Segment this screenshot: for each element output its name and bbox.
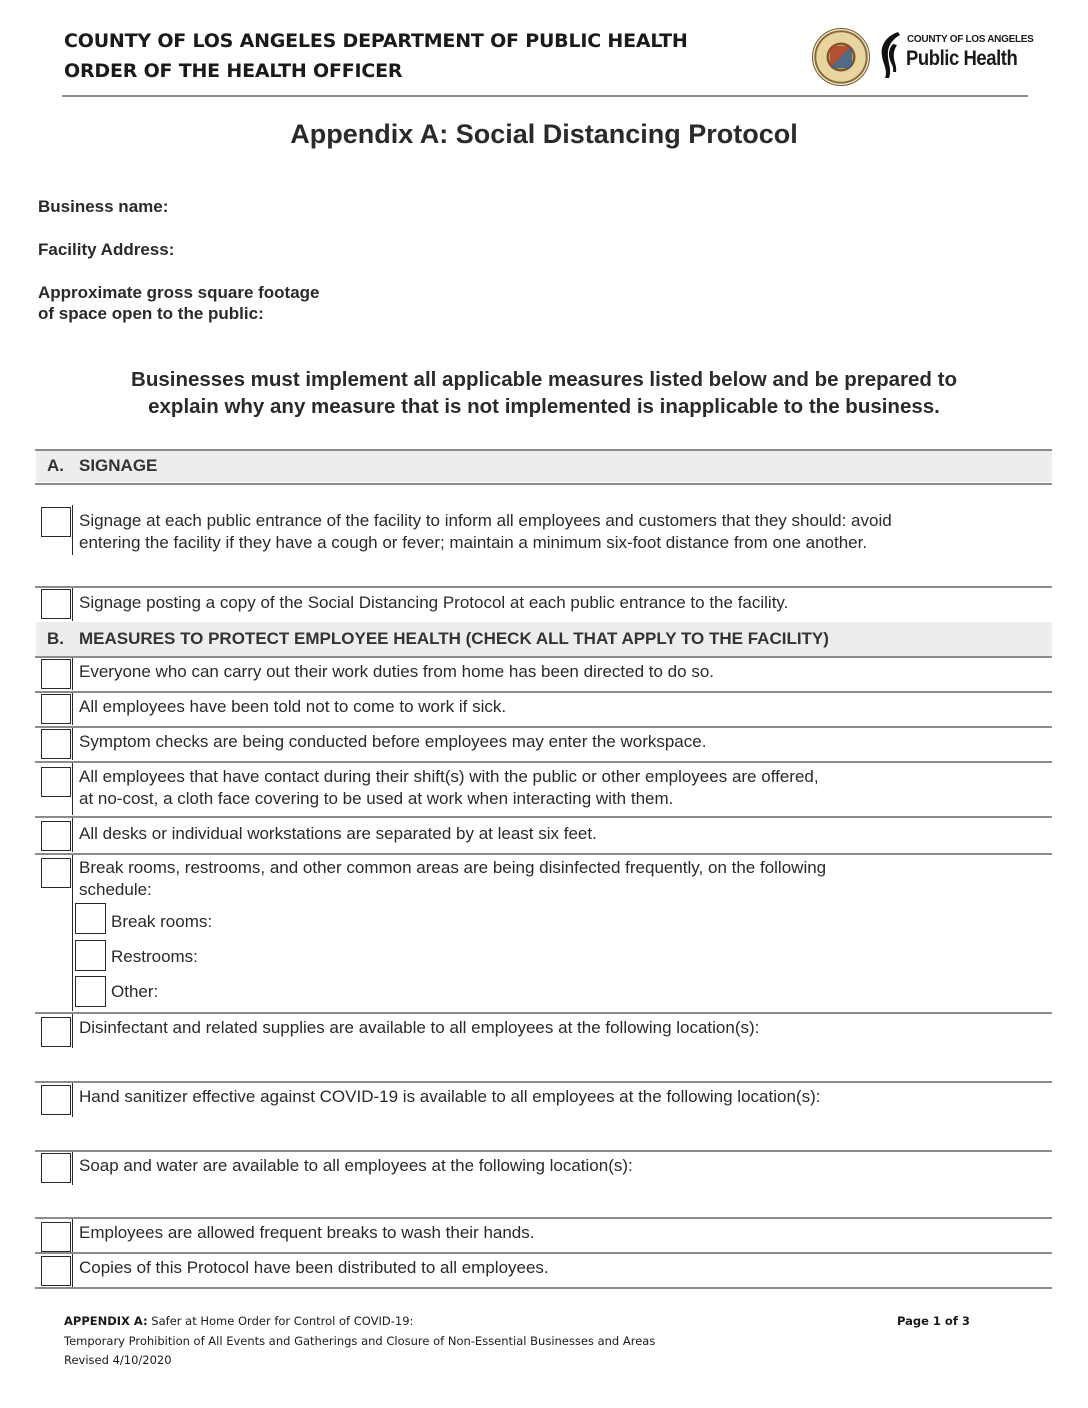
checkbox-column-divider xyxy=(72,1254,73,1287)
item-workstation-distance: All desks or individual workstations are separated by at least six feet. xyxy=(79,824,597,843)
item-line: at no-cost, a cloth face covering to be used at work when interacting with them. xyxy=(79,789,674,808)
header-order: ORDER OF THE HEALTH OFFICER xyxy=(64,60,403,82)
item-line: Break rooms, restrooms, and other common areas are being disinfected frequently, on the following xyxy=(79,858,827,877)
section-a-letter: A. xyxy=(47,456,64,475)
checkbox-column-divider xyxy=(72,1219,73,1252)
checkbox-column-divider xyxy=(72,658,73,690)
footer-line1: Safer at Home Order for Control of COVID-19: xyxy=(147,1314,414,1328)
square-footage-line1: Approximate gross square footage xyxy=(38,283,320,302)
checkbox-other[interactable] xyxy=(75,976,106,1007)
section-b-title: MEASURES TO PROTECT EMPLOYEE HEALTH (CHECK ALL THAT APPLY TO THE FACILITY) xyxy=(79,629,829,648)
logo-public-health-text: Public Health xyxy=(906,47,1018,70)
business-name-label: Business name: xyxy=(38,197,169,216)
checkbox-column-divider xyxy=(72,588,73,621)
notice-line2: explain why any measure that is not implemented is inapplicable to the business. xyxy=(148,395,940,418)
item-sick-employees: All employees have been told not to come to work if sick. xyxy=(79,697,507,716)
item-disinfectant-supplies: Disinfectant and related supplies are available to all employees at the following location(s): xyxy=(79,1018,760,1037)
item-line: Signage at each public entrance of the facility to inform all employees and customers that they should: avoid xyxy=(79,511,892,530)
subitem-break-rooms: Break rooms: xyxy=(111,912,213,931)
checkbox-column-divider xyxy=(72,818,73,852)
checkbox-face-covering[interactable] xyxy=(41,767,71,797)
footer-label: APPENDIX A: xyxy=(64,1314,148,1328)
logo-county-text: COUNTY OF LOS ANGELES xyxy=(907,34,1034,45)
item-line: All employees that have contact during their shift(s) with the public or other employees are offered, xyxy=(79,767,819,786)
checkbox-column-divider xyxy=(72,728,73,760)
section-divider xyxy=(35,586,1052,588)
checkbox-column-divider xyxy=(72,505,73,555)
header-department: COUNTY OF LOS ANGELES DEPARTMENT OF PUBLIC HEALTH xyxy=(64,30,688,52)
checkbox-symptom-checks[interactable] xyxy=(41,729,71,759)
checkbox-protocol-distributed[interactable] xyxy=(41,1256,71,1286)
item-soap-water: Soap and water are available to all employees at the following location(s): xyxy=(79,1156,633,1175)
item-work-from-home: Everyone who can carry out their work duties from home has been directed to do so. xyxy=(79,662,714,681)
row-divider xyxy=(35,1150,1052,1152)
checkbox-signage-entrance[interactable] xyxy=(41,507,71,537)
page-number: Page 1 of 3 xyxy=(897,1314,970,1328)
facility-address-label: Facility Address: xyxy=(38,240,175,259)
checkbox-break-rooms[interactable] xyxy=(75,903,106,934)
county-seal-icon xyxy=(812,28,870,86)
item-signage-entrance xyxy=(79,510,1044,554)
row-divider xyxy=(35,761,1052,763)
row-divider xyxy=(35,726,1052,728)
checkbox-work-from-home[interactable] xyxy=(41,659,71,689)
item-line: entering the facility if they have a cough or fever; maintain a minimum six-foot distance from one another. xyxy=(79,533,868,552)
checkbox-column-divider xyxy=(72,1083,73,1117)
item-face-covering xyxy=(79,766,1044,810)
page-title: Appendix A: Social Distancing Protocol xyxy=(290,119,798,149)
checkbox-restrooms[interactable] xyxy=(75,940,106,971)
square-footage-line2: of space open to the public: xyxy=(38,304,264,323)
item-signage-protocol: Signage posting a copy of the Social Distancing Protocol at each public entrance to the facility. xyxy=(79,593,789,612)
subitem-restrooms: Restrooms: xyxy=(111,947,198,966)
public-health-mark-icon xyxy=(876,30,902,80)
checkbox-hand-sanitizer[interactable] xyxy=(41,1085,71,1115)
checkbox-soap-water[interactable] xyxy=(41,1153,71,1183)
notice-line1: Businesses must implement all applicable measures listed below and be prepared to xyxy=(131,368,957,391)
section-b-header xyxy=(36,622,1052,656)
checkbox-column-divider xyxy=(72,855,73,1011)
footer-line2: Temporary Prohibition of All Events and Gatherings and Closure of Non-Essential Businesses and Areas xyxy=(64,1334,656,1348)
section-a-title: SIGNAGE xyxy=(79,456,158,475)
square-footage-label xyxy=(38,282,320,324)
checkbox-column-divider xyxy=(72,1152,73,1185)
header-divider xyxy=(62,95,1028,97)
row-divider xyxy=(35,853,1052,855)
row-divider xyxy=(35,1081,1052,1083)
footer-appendix xyxy=(64,1312,413,1330)
checkbox-signage-protocol[interactable] xyxy=(41,589,71,619)
checkbox-column-divider xyxy=(72,1014,73,1048)
row-divider xyxy=(35,1287,1052,1289)
checkbox-column-divider xyxy=(72,693,73,725)
section-a-header xyxy=(36,451,1052,482)
item-line: schedule: xyxy=(79,880,152,899)
row-divider xyxy=(35,1012,1052,1014)
requirement-notice xyxy=(40,366,1048,420)
item-symptom-checks: Symptom checks are being conducted before employees may enter the workspace. xyxy=(79,732,707,751)
checkbox-disinfection-schedule[interactable] xyxy=(41,858,71,888)
checkbox-disinfectant-supplies[interactable] xyxy=(41,1017,71,1047)
section-divider xyxy=(35,656,1052,658)
checkbox-workstation-distance[interactable] xyxy=(41,821,71,851)
item-hand-washing-breaks: Employees are allowed frequent breaks to wash their hands. xyxy=(79,1223,535,1242)
item-disinfection-schedule xyxy=(79,857,1044,901)
section-b-letter: B. xyxy=(47,629,64,648)
row-divider xyxy=(35,1217,1052,1219)
item-hand-sanitizer: Hand sanitizer effective against COVID-19 is available to all employees at the following location(s): xyxy=(79,1087,821,1106)
row-divider xyxy=(35,816,1052,818)
footer-revised: Revised 4/10/2020 xyxy=(64,1353,172,1367)
row-divider xyxy=(35,691,1052,693)
row-divider xyxy=(35,1252,1052,1254)
checkbox-column-divider xyxy=(72,763,73,815)
section-divider xyxy=(35,483,1052,485)
item-protocol-distributed: Copies of this Protocol have been distributed to all employees. xyxy=(79,1258,549,1277)
checkbox-hand-washing-breaks[interactable] xyxy=(41,1222,71,1252)
subitem-other: Other: xyxy=(111,982,159,1001)
checkbox-sick-employees[interactable] xyxy=(41,694,71,724)
public-health-logo xyxy=(876,28,1034,82)
